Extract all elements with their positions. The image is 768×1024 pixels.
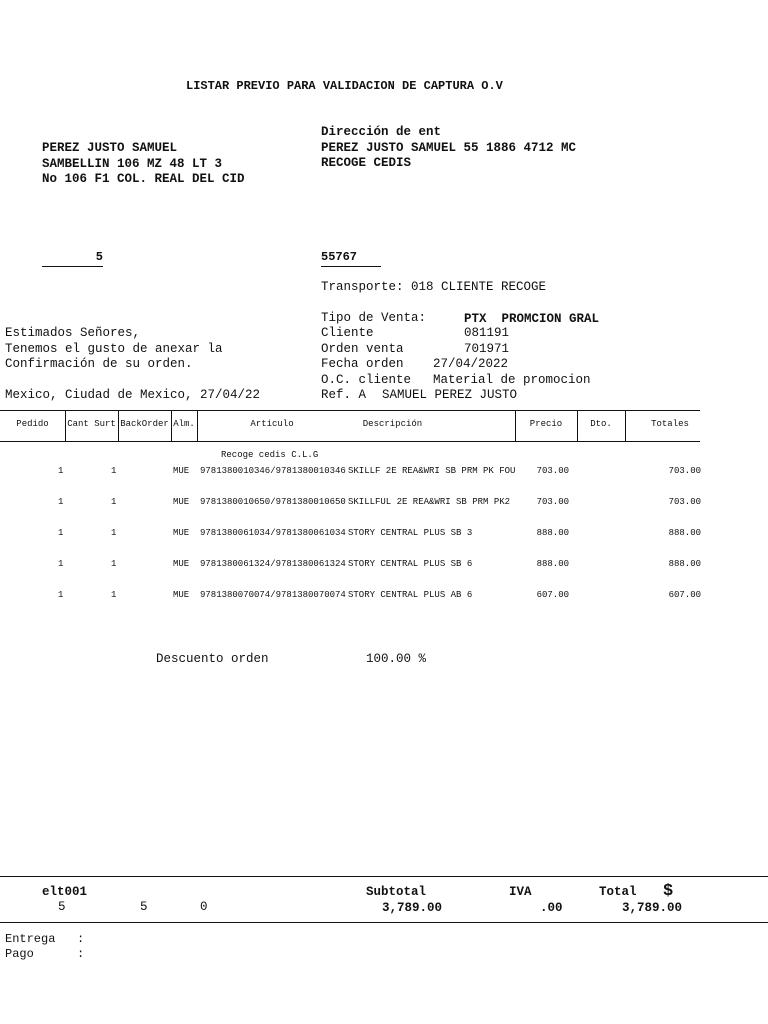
cell-cant-surt: 1	[111, 559, 117, 569]
col-header-precio: Precio	[529, 419, 563, 429]
orden-venta-value: 701971	[464, 342, 510, 356]
total-value: 3,789.00	[622, 901, 683, 915]
cell-cant-surt: 1	[111, 590, 117, 600]
cell-descripcion: SKILLF 2E REA&WRI SB PRM PK FOU	[348, 466, 516, 476]
currency-icon: $	[663, 882, 674, 901]
tipo-venta-label: Tipo de Venta:	[321, 311, 427, 325]
delivery-line2: RECOGE CEDIS	[321, 156, 412, 170]
discount-value: 100.00 %	[366, 652, 427, 666]
greeting	[5, 326, 223, 373]
cell-cant-surt: 1	[111, 466, 117, 476]
footer-code: elt001	[42, 885, 88, 899]
delivery-label: Dirección de ent	[321, 125, 442, 139]
col-header-descripcion: Descripción	[362, 419, 423, 429]
number-right-underline	[321, 266, 381, 267]
table-header-rule	[0, 441, 700, 442]
orden-venta-label: Orden venta	[321, 342, 404, 356]
iva-label: IVA	[509, 885, 532, 899]
greeting-line3: Confirmación de su orden.	[5, 357, 193, 371]
cliente-label: Cliente	[321, 326, 374, 340]
cell-alm: MUE	[173, 559, 190, 569]
entrega-label: Entrega :	[5, 932, 85, 946]
customer-name: PEREZ JUSTO SAMUEL	[42, 141, 178, 155]
cell-pedido: 1	[58, 497, 64, 507]
cell-descripcion: STORY CENTRAL PLUS AB 6	[348, 590, 473, 600]
greeting-line1: Estimados Señores,	[5, 326, 141, 340]
cell-precio: 888.00	[536, 559, 569, 569]
cell-alm: MUE	[173, 497, 190, 507]
footer-bottom-rule	[0, 922, 768, 923]
footer-qty-pedido: 5	[58, 900, 66, 914]
cell-articulo: 9781380010346/9781380010346	[200, 466, 346, 476]
col-header-alm: Alm.	[173, 419, 195, 429]
cell-alm: MUE	[173, 466, 190, 476]
number-right: 55767	[321, 250, 358, 264]
pago-label: Pago :	[5, 947, 85, 961]
number-left-underline	[42, 266, 103, 267]
cell-descripcion: STORY CENTRAL PLUS SB 3	[348, 528, 473, 538]
footer-qty-backorder: 0	[200, 900, 208, 914]
cell-articulo: 9781380061034/9781380061034	[200, 528, 346, 538]
col-header-articulo: Articulo	[250, 419, 294, 429]
cell-pedido: 1	[58, 528, 64, 538]
document-title: LISTAR PREVIO PARA VALIDACION DE CAPTURA O.V	[186, 79, 503, 93]
cell-descripcion: STORY CENTRAL PLUS SB 6	[348, 559, 473, 569]
cell-precio: 703.00	[536, 466, 569, 476]
oc-cliente-label: O.C. cliente	[321, 373, 412, 387]
cell-descripcion: SKILLFUL 2E REA&WRI SB PRM PK2	[348, 497, 511, 507]
iva-value: .00	[540, 901, 563, 915]
cell-alm: MUE	[173, 528, 190, 538]
cell-total: 888.00	[668, 528, 701, 538]
delivery-line1: PEREZ JUSTO SAMUEL 55 1886 4712 MC	[321, 140, 577, 155]
cell-pedido: 1	[58, 590, 64, 600]
table-top-rule	[0, 410, 700, 411]
total-label: Total	[599, 885, 637, 899]
footer-qty-surt: 5	[140, 900, 148, 914]
cell-articulo: 9781380070074/9781380070074	[200, 590, 346, 600]
ref-label: Ref. A	[321, 388, 367, 402]
col-header-dto: Dto.	[590, 419, 612, 429]
col-header-backorder: BackOrder	[120, 419, 169, 429]
cell-precio: 607.00	[536, 590, 569, 600]
place-date: Mexico, Ciudad de Mexico, 27/04/22	[5, 388, 261, 402]
cell-pedido: 1	[58, 466, 64, 476]
customer-address-line2: No 106 F1 COL. REAL DEL CID	[42, 172, 245, 186]
tipo-venta-value: PTX PROMCION GRAL	[464, 312, 600, 326]
cell-articulo: 9781380061324/9781380061324	[200, 559, 346, 569]
number-left: 5	[95, 250, 103, 264]
col-header-totales: Totales	[651, 419, 689, 429]
customer-address-line1: SAMBELLIN 106 MZ 48 LT 3	[42, 156, 223, 171]
fecha-orden-label: Fecha orden	[321, 357, 404, 371]
subtotal-label: Subtotal	[366, 885, 427, 899]
ref-value: SAMUEL PEREZ JUSTO	[382, 388, 518, 402]
cell-cant-surt: 1	[111, 528, 117, 538]
transport: Transporte: 018 CLIENTE RECOGE	[321, 280, 547, 294]
customer-address	[42, 141, 245, 188]
cell-total: 607.00	[668, 590, 701, 600]
cell-alm: MUE	[173, 590, 190, 600]
col-header-pedido: Pedido	[16, 419, 49, 429]
discount-label: Descuento orden	[156, 652, 269, 666]
delivery-address	[321, 125, 576, 172]
oc-cliente-value: Material de promocion	[433, 373, 591, 387]
cell-total: 888.00	[668, 559, 701, 569]
col-header-cant-surt: Cant Surt	[67, 419, 116, 429]
table-note: Recoge cedis C.L.G	[221, 450, 319, 460]
cliente-value: 081191	[464, 326, 510, 340]
cell-total: 703.00	[668, 466, 701, 476]
cell-precio: 888.00	[536, 528, 569, 538]
cell-precio: 703.00	[536, 497, 569, 507]
fecha-orden-value: 27/04/2022	[433, 357, 509, 371]
footer-top-rule	[0, 876, 768, 877]
cell-total: 703.00	[668, 497, 701, 507]
cell-pedido: 1	[58, 559, 64, 569]
cell-cant-surt: 1	[111, 497, 117, 507]
greeting-line2: Tenemos el gusto de anexar la	[5, 341, 223, 356]
cell-articulo: 9781380010650/9781380010650	[200, 497, 346, 507]
subtotal-value: 3,789.00	[382, 901, 443, 915]
